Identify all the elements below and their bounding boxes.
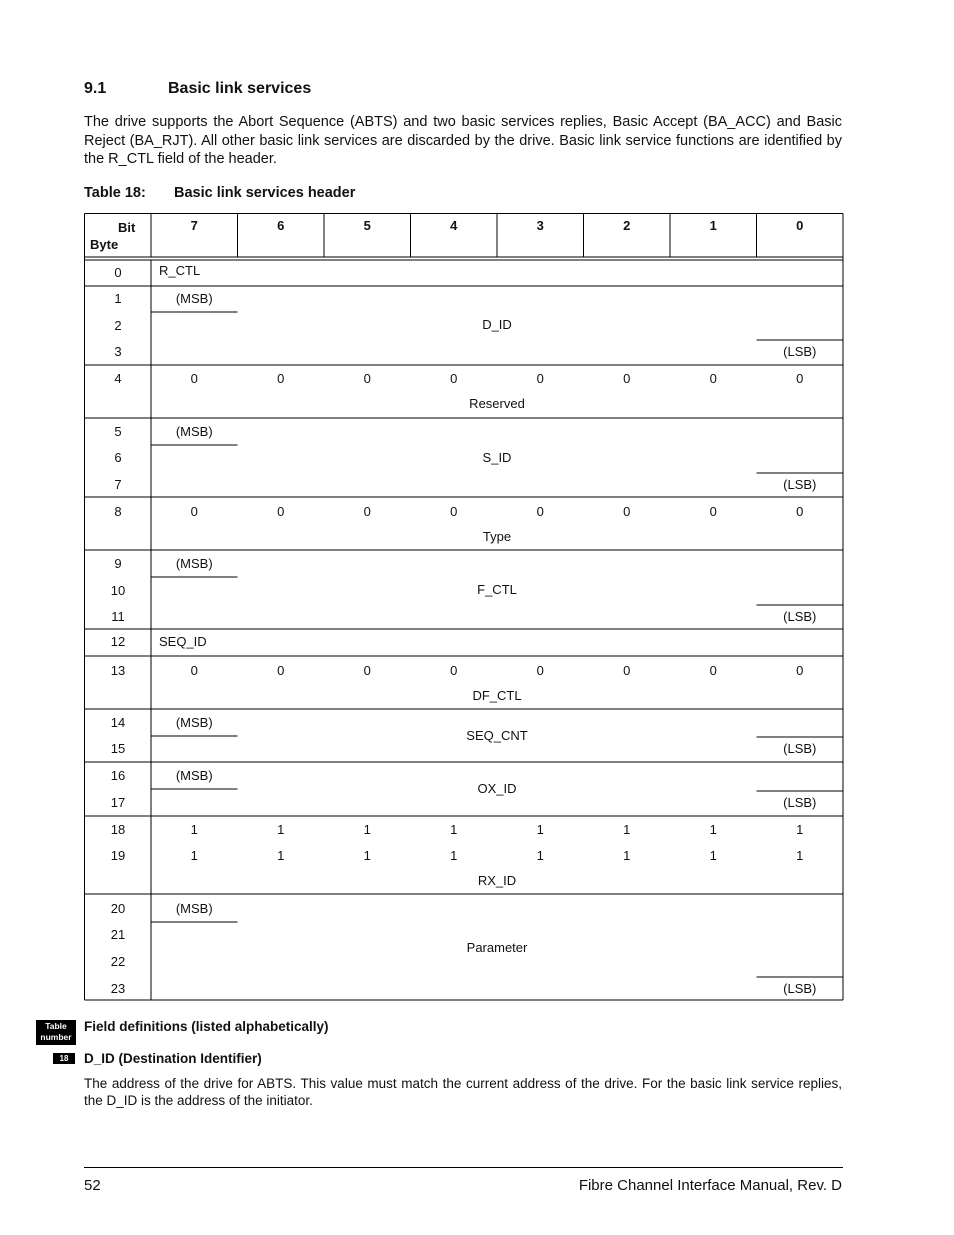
byte-number-20: 20 [110,901,126,916]
section-title: Basic link services [168,80,312,97]
rx-id-byte18-bit-5: 1 [363,822,371,837]
field-df-ctl: DF_CTL [472,688,522,703]
byte-number-11: 11 [111,609,125,624]
byte-number-15: 15 [110,741,126,756]
byte-number-3: 3 [114,344,122,359]
byte-number-22: 22 [110,954,126,969]
table-grid [84,213,844,1001]
header-bit-2: 2 [623,218,631,233]
msb-s-id: (MSB) [175,424,213,439]
byte-number-1: 1 [114,291,122,306]
header-bit-6: 6 [277,218,285,233]
type-bit-0: 0 [796,504,804,519]
byte-number-12: 12 [110,634,126,649]
lsb-parameter: (LSB) [783,981,817,996]
reserved-bit-5: 0 [363,371,371,386]
df-ctl-bit-5: 0 [363,663,371,678]
type-bit-2: 0 [623,504,631,519]
type-bit-1: 0 [709,504,717,519]
rx-id-byte19-bit-0: 1 [796,848,804,863]
byte-number-10: 10 [110,583,126,598]
byte-number-7: 7 [114,477,122,492]
header-bit-5: 5 [363,218,371,233]
type-bit-3: 0 [536,504,544,519]
byte-number-16: 16 [110,768,126,783]
side-tab-line2: number [40,1032,72,1042]
rx-id-byte18-bit-0: 1 [796,822,804,837]
d-id-term: D_ID (Destination Identifier) [84,1051,262,1066]
rx-id-byte19-bit-7: 1 [190,848,198,863]
field-r-ctl: R_CTL [159,263,201,278]
intro-paragraph: The drive supports the Abort Sequence (ABTS) and two basic services replies, Basic Accept (BA_ACC) and Basic Reject (BA_RJT). All other basic link services are discarded by the drive. Basic link service functions are identified by the R_CTL field of the header. [84,114,842,167]
header-bit-label: Bit [118,220,136,235]
field-rx-id: RX_ID [477,873,517,888]
header-byte-label: Byte [90,237,119,252]
reserved-bit-2: 0 [623,371,631,386]
lsb-seq-cnt: (LSB) [783,741,817,756]
byte-number-6: 6 [114,450,122,465]
field-d-id: D_ID [482,317,512,332]
byte-number-19: 19 [110,848,126,863]
byte-number-13: 13 [110,663,126,678]
reserved-bit-0: 0 [796,371,804,386]
reserved-bit-7: 0 [190,371,198,386]
byte-number-21: 21 [110,927,126,942]
msb-f-ctl: (MSB) [175,556,213,571]
header-bit-7: 7 [190,218,198,233]
field-seq-id: SEQ_ID [159,634,207,649]
section-number: 9.1 [84,80,107,97]
byte-number-2: 2 [114,318,122,333]
table-number: Table 18: [84,185,146,201]
header-bit-1: 1 [709,218,717,233]
header-bit-4: 4 [450,218,458,233]
msb-parameter: (MSB) [175,901,213,916]
field-ox-id: OX_ID [477,781,517,796]
reserved-bit-1: 0 [709,371,717,386]
msb-seq-cnt: (MSB) [175,715,213,730]
header-bit-0: 0 [796,218,804,233]
rx-id-byte19-bit-1: 1 [709,848,717,863]
lsb-f-ctl: (LSB) [783,609,817,624]
lsb-s-id: (LSB) [783,477,817,492]
df-ctl-bit-6: 0 [277,663,285,678]
rx-id-byte19-bit-6: 1 [277,848,285,863]
field-reserved: Reserved [469,396,525,411]
df-ctl-bit-4: 0 [450,663,458,678]
byte-number-18: 18 [110,822,126,837]
rx-id-byte18-bit-7: 1 [190,822,198,837]
header-bit-3: 3 [536,218,544,233]
reserved-bit-6: 0 [277,371,285,386]
field-type: Type [482,529,512,544]
byte-number-9: 9 [114,556,122,571]
basic-link-services-header-table [84,213,844,1001]
rx-id-byte18-bit-1: 1 [709,822,717,837]
table-number-tab [36,1020,76,1045]
df-ctl-bit-0: 0 [796,663,804,678]
lsb-d-id: (LSB) [783,344,817,359]
df-ctl-bit-2: 0 [623,663,631,678]
page-number: 52 [84,1177,101,1194]
rx-id-byte18-bit-2: 1 [623,822,631,837]
df-ctl-bit-3: 0 [536,663,544,678]
rx-id-byte18-bit-3: 1 [536,822,544,837]
type-bit-5: 0 [363,504,371,519]
byte-number-5: 5 [114,424,122,439]
byte-number-14: 14 [110,715,126,730]
footer-rule [84,1167,843,1168]
rx-id-byte19-bit-2: 1 [623,848,631,863]
type-bit-4: 0 [450,504,458,519]
field-parameter: Parameter [466,940,528,955]
rx-id-byte19-bit-3: 1 [536,848,544,863]
field-s-id: S_ID [482,450,512,465]
field-definitions-heading: Field definitions (listed alphabetically) [84,1019,329,1034]
msb-ox-id: (MSB) [175,768,213,783]
side-tab-line1: Table [45,1021,67,1031]
manual-title: Fibre Channel Interface Manual, Rev. D [578,1177,842,1194]
table-number-tab-18: 18 [53,1053,75,1064]
type-bit-7: 0 [190,504,198,519]
byte-number-23: 23 [110,981,126,996]
reserved-bit-3: 0 [536,371,544,386]
df-ctl-bit-1: 0 [709,663,717,678]
d-id-definition: The address of the drive for ABTS. This value must match the current address of the drive. For the basic link service replies, the D_ID is the address of the initiator. [84,1076,842,1108]
type-bit-6: 0 [277,504,285,519]
reserved-bit-4: 0 [450,371,458,386]
byte-number-17: 17 [110,795,126,810]
rx-id-byte19-bit-4: 1 [450,848,458,863]
rx-id-byte19-bit-5: 1 [363,848,371,863]
byte-number-4: 4 [114,371,122,386]
msb-d-id: (MSB) [175,291,213,306]
byte-number-0: 0 [114,265,122,280]
rx-id-byte18-bit-4: 1 [450,822,458,837]
field-f-ctl: F_CTL [477,582,517,597]
df-ctl-bit-7: 0 [190,663,198,678]
byte-number-8: 8 [114,504,122,519]
rx-id-byte18-bit-6: 1 [277,822,285,837]
field-seq-cnt: SEQ_CNT [466,728,528,743]
table-title: Basic link services header [174,185,356,201]
lsb-ox-id: (LSB) [783,795,817,810]
